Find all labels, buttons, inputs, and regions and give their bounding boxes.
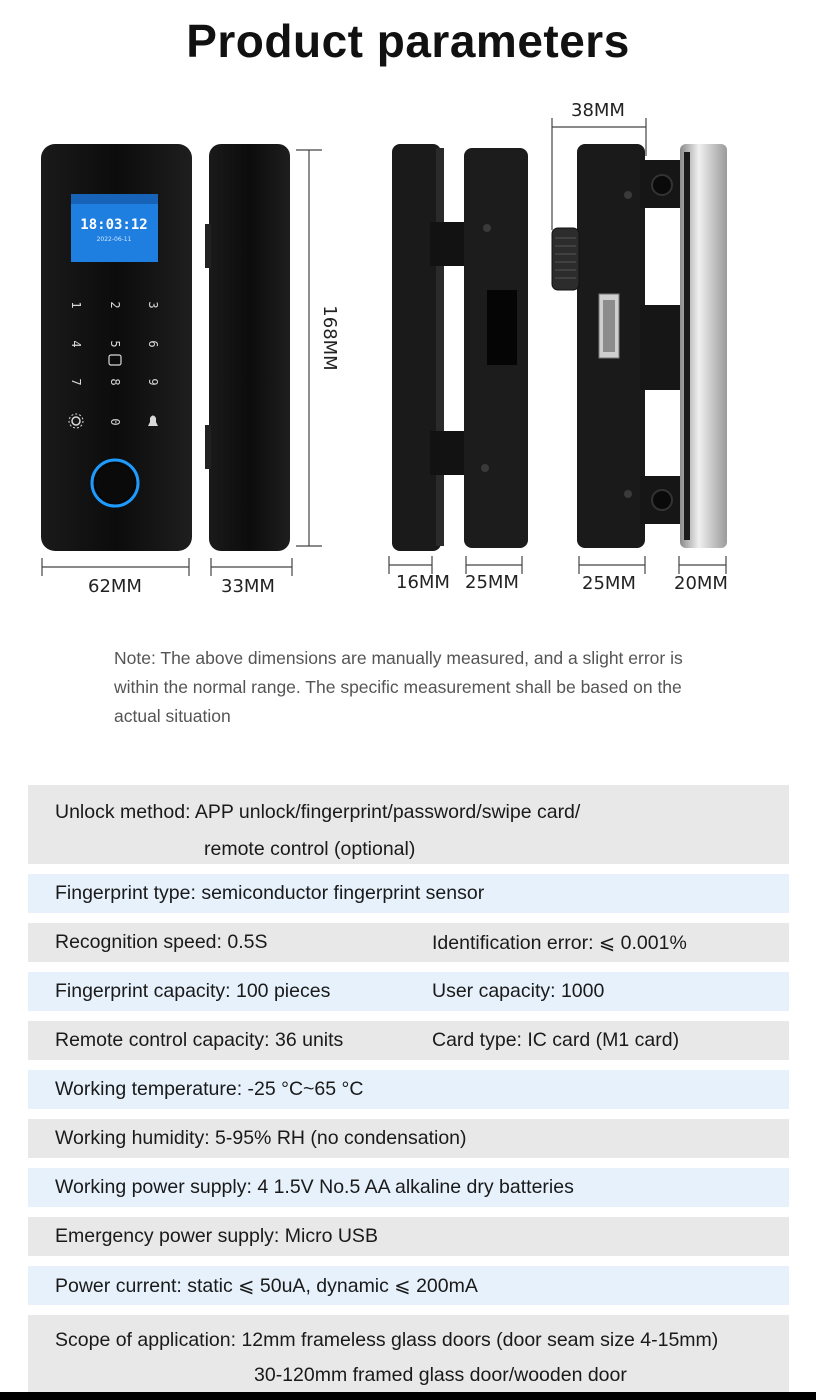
screw-top xyxy=(652,175,672,195)
front-view xyxy=(41,144,290,551)
spec-fingerprint-type: Fingerprint type: semiconductor fingerprint sensor xyxy=(55,882,485,904)
key-5[interactable]: 5 xyxy=(108,340,122,348)
spec-working-humidity: Working humidity: 5-95% RH (no condensation) xyxy=(55,1127,467,1149)
side-a-label: 16MM xyxy=(396,572,450,593)
side-slot xyxy=(487,290,517,365)
spec-identification-error: Identification error: ⩽ 0.001% xyxy=(432,931,687,954)
spec-unlock-line2: remote control (optional) xyxy=(204,838,416,860)
screen-time: 18:03:12 xyxy=(80,217,148,233)
spec-scope-line2: 30-120mm framed glass door/wooden door xyxy=(254,1364,627,1386)
side-view-right xyxy=(552,144,727,548)
key-4[interactable]: 4 xyxy=(69,340,83,348)
key-7[interactable]: 7 xyxy=(69,378,83,386)
spec-row-remote xyxy=(28,1021,789,1060)
spec-emergency-power: Emergency power supply: Micro USB xyxy=(55,1225,378,1247)
spec-recognition-speed: Recognition speed: 0.5S xyxy=(55,931,268,953)
screen-date: 2022-06-11 xyxy=(96,236,132,243)
measurement-note: Note: The above dimensions are manually measured, and a slight error is within the normal range. The specific measurement shall be based on the actual situation xyxy=(114,648,683,726)
back-body xyxy=(209,144,290,551)
spec-row-temperature xyxy=(28,1070,789,1109)
side-d-label: 20MM xyxy=(674,573,728,594)
side-b-label: 25MM xyxy=(465,572,519,593)
spec-power-current: Power current: static ⩽ 50uA, dynamic ⩽ 200mA xyxy=(55,1274,478,1297)
top-label: 38MM xyxy=(571,100,625,121)
side-view-left xyxy=(392,144,528,551)
dimension-diagram xyxy=(0,90,816,610)
page-title: Product parameters xyxy=(186,15,630,67)
spec-row-scope xyxy=(28,1315,789,1392)
spec-card-type: Card type: IC card (M1 card) xyxy=(432,1029,680,1051)
screw-bottom xyxy=(652,490,672,510)
spec-row-power-current xyxy=(28,1266,789,1305)
key-6[interactable]: 6 xyxy=(146,340,160,348)
front-width-label: 62MM xyxy=(88,576,142,597)
bottom-bar xyxy=(0,1392,816,1400)
height-dimension xyxy=(296,150,322,546)
adjustment-knob[interactable] xyxy=(552,228,579,290)
spec-remote-capacity: Remote control capacity: 36 units xyxy=(55,1029,344,1051)
spec-row-fingerprint-type xyxy=(28,874,789,913)
key-8[interactable]: 8 xyxy=(108,378,122,386)
key-2[interactable]: 2 xyxy=(108,301,122,309)
key-0[interactable]: 0 xyxy=(108,418,122,426)
spec-row-capacity xyxy=(28,972,789,1011)
spec-working-power: Working power supply: 4 1.5V No.5 AA alkaline dry batteries xyxy=(55,1176,574,1198)
width-dimensions xyxy=(42,558,292,576)
side-dimensions-right xyxy=(579,556,726,574)
spec-unlock-line1: Unlock method: APP unlock/fingerprint/password/swipe card/ xyxy=(55,801,581,823)
key-9[interactable]: 9 xyxy=(146,378,160,386)
height-label: 168MM xyxy=(319,305,340,371)
spec-user-capacity: User capacity: 1000 xyxy=(432,980,605,1002)
spec-scope-line1: Scope of application: 12mm frameless glass doors (door seam size 4-15mm) xyxy=(55,1329,719,1351)
side-panel-a xyxy=(392,144,441,551)
spec-fingerprint-capacity: Fingerprint capacity: 100 pieces xyxy=(55,980,331,1002)
fingerprint-sensor[interactable] xyxy=(92,460,138,506)
spec-working-temperature: Working temperature: -25 °C~65 °C xyxy=(55,1078,364,1100)
key-3[interactable]: 3 xyxy=(146,301,160,309)
lock-drawing xyxy=(0,90,816,610)
key-1[interactable]: 1 xyxy=(69,301,83,309)
spec-row-humidity xyxy=(28,1119,789,1158)
spec-row-unlock xyxy=(28,785,789,864)
spec-row-emergency-power xyxy=(28,1217,789,1256)
spec-row-power-supply xyxy=(28,1168,789,1207)
spec-row-recognition xyxy=(28,923,789,962)
side-c-label: 25MM xyxy=(582,573,636,594)
back-width-label: 33MM xyxy=(221,576,275,597)
